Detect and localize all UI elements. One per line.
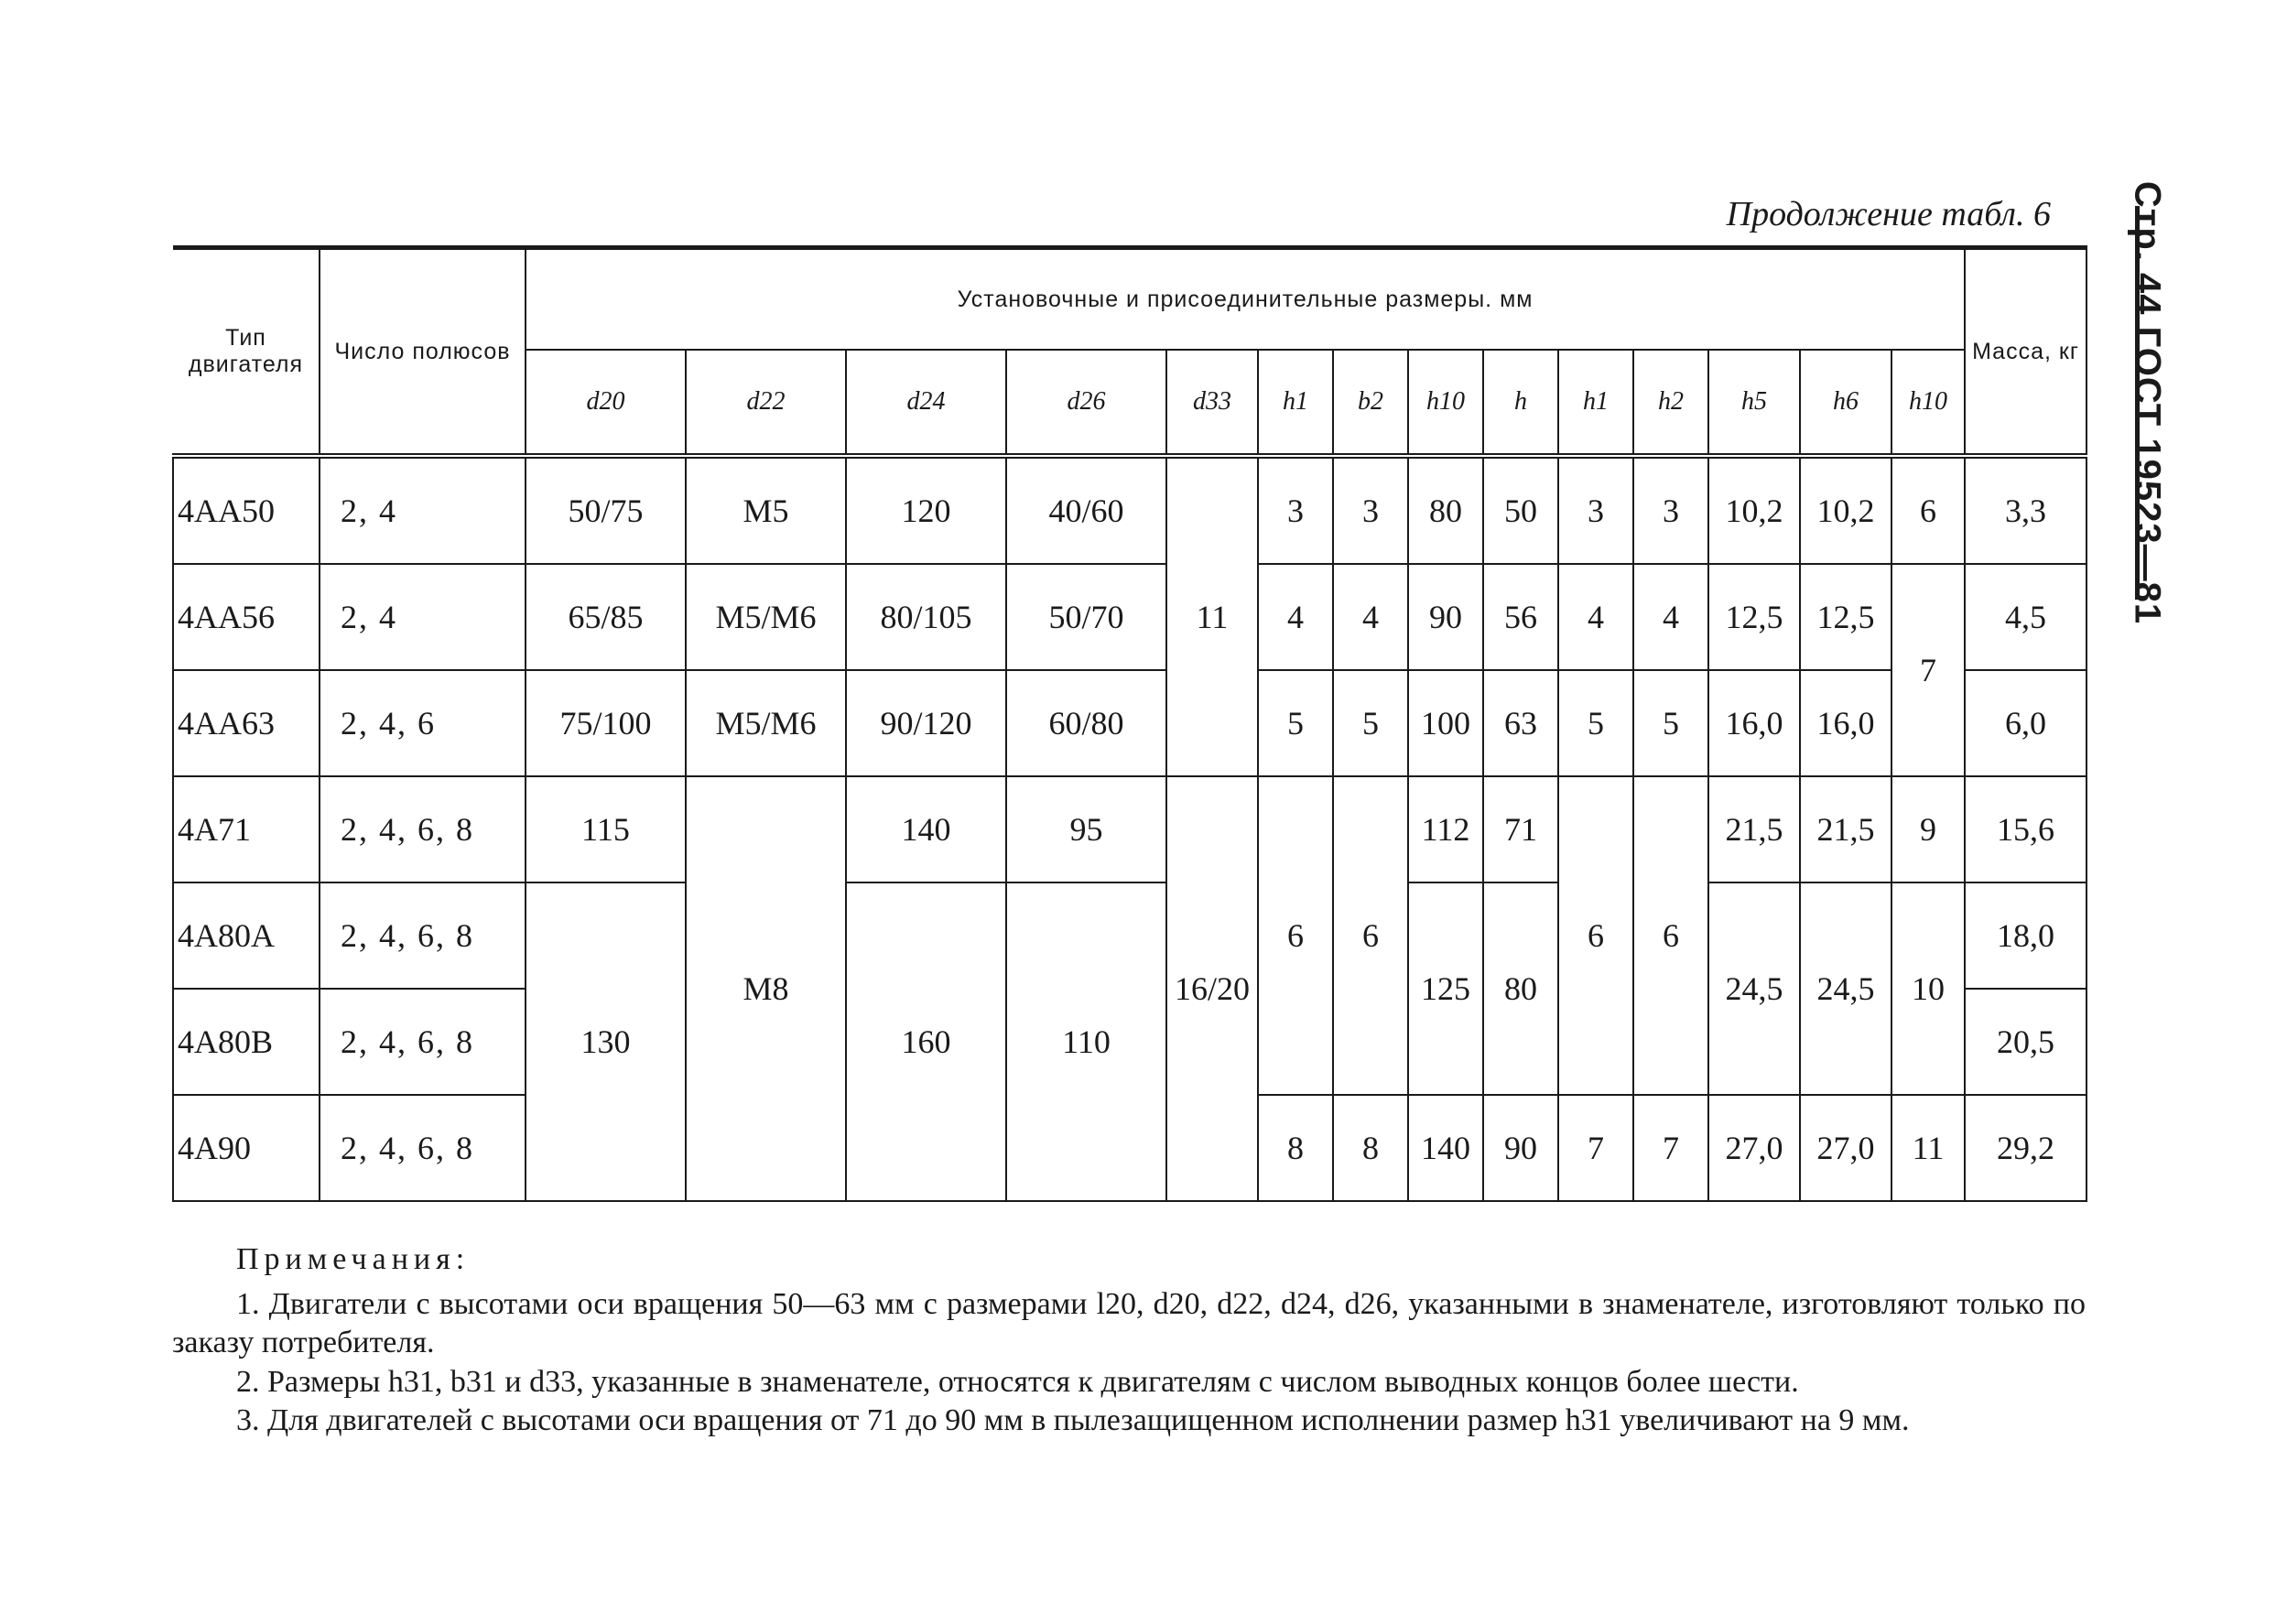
cell-h6: 12,5 xyxy=(1800,564,1891,670)
side-label: Стр. 44 ГОСТ 19523—81 xyxy=(2127,180,2168,625)
cell-mass: 15,6 xyxy=(1965,776,2086,882)
cell-d22: M5 xyxy=(686,456,846,564)
cell-col8: 140 xyxy=(1408,1095,1483,1201)
cell-h2: 7 xyxy=(1633,1095,1708,1201)
table-row xyxy=(173,670,2086,776)
cell-d20: 115 xyxy=(526,776,686,882)
cell-d24: 160 xyxy=(846,882,1006,1201)
cell-h5: 16,0 xyxy=(1708,670,1800,776)
cell-col8: 90 xyxy=(1408,564,1483,670)
cell-h1: 3 xyxy=(1558,456,1633,564)
cell-type: 4АА56 xyxy=(173,564,320,670)
cell-h10: 10 xyxy=(1891,882,1965,1095)
cell-mass: 29,2 xyxy=(1965,1095,2086,1201)
cell-h6: 16,0 xyxy=(1800,670,1891,776)
cell-h10: 9 xyxy=(1891,776,1965,882)
cell-type: 4АА50 xyxy=(173,456,320,564)
header-col6: h1 xyxy=(1258,350,1333,456)
header-b2: b2 xyxy=(1333,350,1408,456)
cell-h: 90 xyxy=(1483,1095,1558,1201)
cell-h2: 4 xyxy=(1633,564,1708,670)
note-item-2: 2. Размеры h31, b31 и d33, указанные в знаменателе, относятся к двигателям с числом выводных концов более шести. xyxy=(236,1364,1799,1399)
dimensions-table-wrap xyxy=(172,245,2086,1202)
cell-h5: 12,5 xyxy=(1708,564,1800,670)
cell-d22: M5/M6 xyxy=(686,670,846,776)
cell-d24: 80/105 xyxy=(846,564,1006,670)
cell-mass: 20,5 xyxy=(1965,989,2086,1095)
dimensions-table xyxy=(172,245,2087,1202)
cell-type: 4А90 xyxy=(173,1095,320,1201)
cell-d26: 50/70 xyxy=(1006,564,1166,670)
header-poles: Число полюсов xyxy=(320,248,526,457)
cell-h1: 5 xyxy=(1558,670,1633,776)
cell-b2: 3 xyxy=(1333,456,1408,564)
cell-poles: 2, 4 xyxy=(320,564,526,670)
cell-b2: 4 xyxy=(1333,564,1408,670)
cell-h5: 24,5 xyxy=(1708,882,1800,1095)
table-row xyxy=(173,564,2086,670)
cell-d26: 40/60 xyxy=(1006,456,1166,564)
cell-d22: M5/M6 xyxy=(686,564,846,670)
cell-col6: 4 xyxy=(1258,564,1333,670)
cell-h: 71 xyxy=(1483,776,1558,882)
notes-title: Примечания: xyxy=(236,1242,471,1276)
cell-poles: 2, 4, 6, 8 xyxy=(320,882,526,989)
cell-mass: 6,0 xyxy=(1965,670,2086,776)
cell-col8: 100 xyxy=(1408,670,1483,776)
cell-h1: 4 xyxy=(1558,564,1633,670)
cell-h2: 3 xyxy=(1633,456,1708,564)
cell-h6: 21,5 xyxy=(1800,776,1891,882)
cell-h5: 21,5 xyxy=(1708,776,1800,882)
header-col8: h10 xyxy=(1408,350,1483,456)
header-d22: d22 xyxy=(686,350,846,456)
cell-h10: 11 xyxy=(1891,1095,1965,1201)
cell-h5: 27,0 xyxy=(1708,1095,1800,1201)
cell-mass: 3,3 xyxy=(1965,456,2086,564)
cell-h6: 10,2 xyxy=(1800,456,1891,564)
cell-h: 63 xyxy=(1483,670,1558,776)
cell-h: 80 xyxy=(1483,882,1558,1095)
cell-type: 4АА63 xyxy=(173,670,320,776)
cell-poles: 2, 4, 6, 8 xyxy=(320,1095,526,1201)
header-d33: d33 xyxy=(1166,350,1258,456)
header-h6: h6 xyxy=(1800,350,1891,456)
header-h1: h1 xyxy=(1558,350,1633,456)
cell-col6: 5 xyxy=(1258,670,1333,776)
cell-d24: 140 xyxy=(846,776,1006,882)
cell-h5: 10,2 xyxy=(1708,456,1800,564)
cell-col6: 3 xyxy=(1258,456,1333,564)
cell-mass: 18,0 xyxy=(1965,882,2086,989)
cell-d26: 60/80 xyxy=(1006,670,1166,776)
cell-d24: 90/120 xyxy=(846,670,1006,776)
table-row xyxy=(173,776,2086,882)
cell-d20: 75/100 xyxy=(526,670,686,776)
cell-b2: 8 xyxy=(1333,1095,1408,1201)
cell-h2: 5 xyxy=(1633,670,1708,776)
cell-b2: 5 xyxy=(1333,670,1408,776)
note-item-3: 3. Для двигателей с высотами оси вращения от 71 до 90 мм в пылезащищенном исполнении размер h31 увеличивают на 9 мм. xyxy=(236,1403,1910,1437)
header-d26: d26 xyxy=(1006,350,1166,456)
cell-col6: 8 xyxy=(1258,1095,1333,1201)
cell-type: 4А71 xyxy=(173,776,320,882)
cell-d22: M8 xyxy=(686,776,846,1201)
cell-h10: 7 xyxy=(1891,564,1965,776)
cell-h1: 7 xyxy=(1558,1095,1633,1201)
header-h2: h2 xyxy=(1633,350,1708,456)
cell-h: 50 xyxy=(1483,456,1558,564)
header-h5: h5 xyxy=(1708,350,1800,456)
cell-poles: 2, 4, 6, 8 xyxy=(320,989,526,1095)
cell-d26: 95 xyxy=(1006,776,1166,882)
cell-d33: 16/20 xyxy=(1166,776,1258,1201)
cell-h10: 6 xyxy=(1891,456,1965,564)
cell-h1: 6 xyxy=(1558,776,1633,1095)
cell-h: 56 xyxy=(1483,564,1558,670)
cell-d26: 110 xyxy=(1006,882,1166,1201)
header-h10: h10 xyxy=(1891,350,1965,456)
page-side-header xyxy=(2106,180,2188,625)
header-h: h xyxy=(1483,350,1558,456)
cell-d20: 65/85 xyxy=(526,564,686,670)
header-mass: Масса, кг xyxy=(1965,248,2086,457)
notes-section xyxy=(172,1240,2086,1441)
header-d24: d24 xyxy=(846,350,1006,456)
header-dimensions-group: Установочные и присоединительные размеры. мм xyxy=(526,248,1965,351)
cell-d20: 130 xyxy=(526,882,686,1201)
cell-d33: 11 xyxy=(1166,456,1258,776)
cell-b2: 6 xyxy=(1333,776,1408,1095)
cell-d20: 50/75 xyxy=(526,456,686,564)
cell-d24: 120 xyxy=(846,456,1006,564)
table-row xyxy=(173,456,2086,564)
cell-type: 4А80В xyxy=(173,989,320,1095)
cell-col8: 80 xyxy=(1408,456,1483,564)
cell-poles: 2, 4, 6 xyxy=(320,670,526,776)
cell-col8: 112 xyxy=(1408,776,1483,882)
cell-col6: 6 xyxy=(1258,776,1333,1095)
cell-mass: 4,5 xyxy=(1965,564,2086,670)
header-type: Тип двигателя xyxy=(173,248,320,457)
cell-col8: 125 xyxy=(1408,882,1483,1095)
continuation-caption: Продолжение табл. 6 xyxy=(1726,195,2051,233)
cell-h6: 27,0 xyxy=(1800,1095,1891,1201)
cell-h2: 6 xyxy=(1633,776,1708,1095)
table-row xyxy=(173,882,2086,989)
cell-poles: 2, 4 xyxy=(320,456,526,564)
header-d20: d20 xyxy=(526,350,686,456)
cell-type: 4А80А xyxy=(173,882,320,989)
cell-h6: 24,5 xyxy=(1800,882,1891,1095)
note-item-1: 1. Двигатели с высотами оси вращения 50—63 мм с размерами l20, d20, d22, d24, d26, указанными в знаменателе, изготовляют только по заказу потребителя. xyxy=(172,1286,2086,1359)
cell-poles: 2, 4, 6, 8 xyxy=(320,776,526,882)
